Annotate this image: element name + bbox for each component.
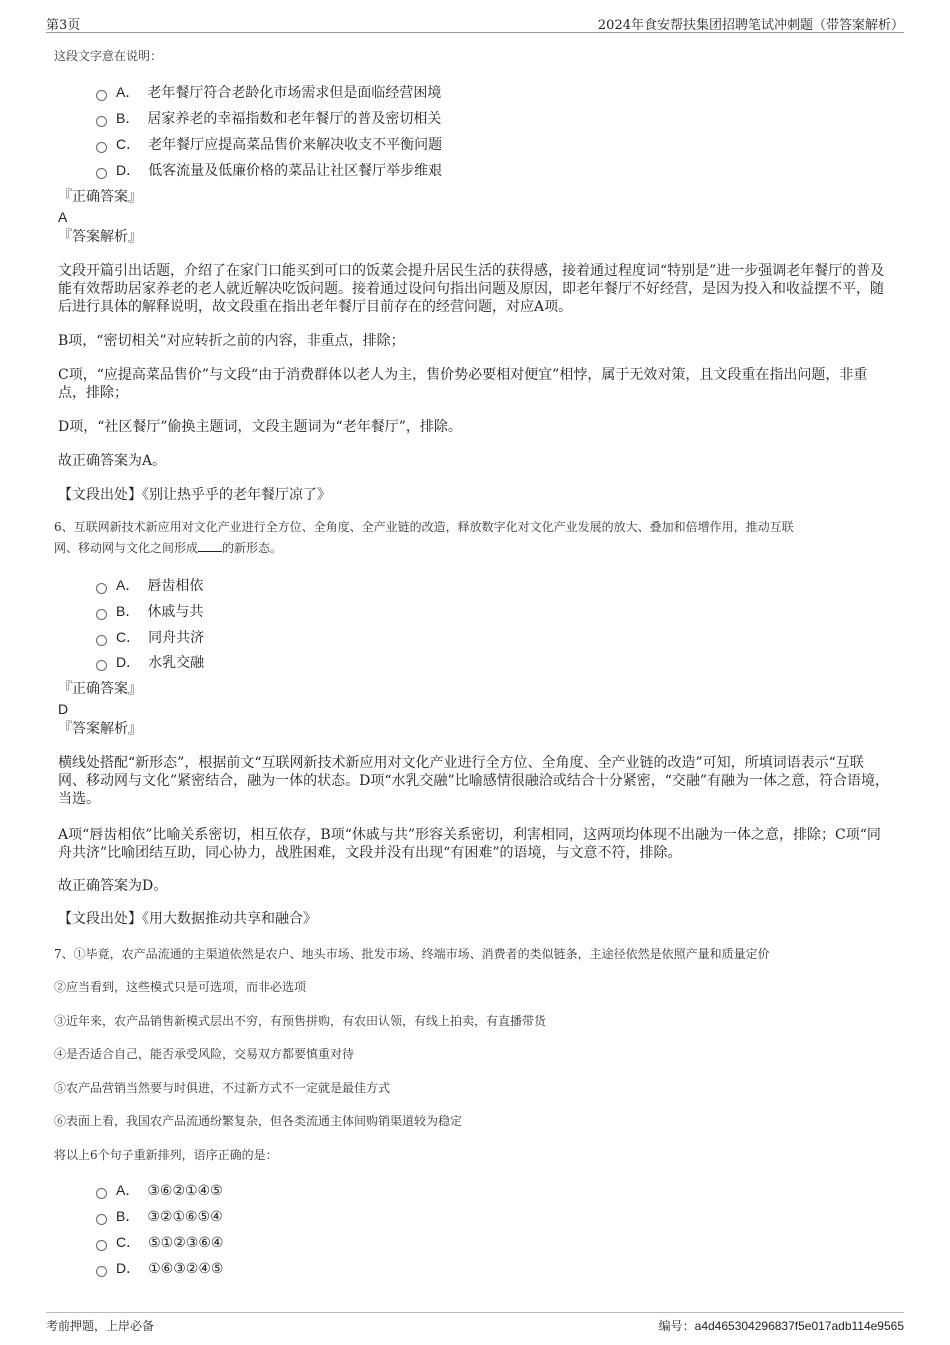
q7-sentence-4: ④是否适合自己，能否承受风险，交易双方都要慎重对待 xyxy=(54,1047,355,1061)
radio-icon[interactable] xyxy=(96,635,107,646)
q7-option-b[interactable]: B． ③②①⑥⑤④ xyxy=(96,1206,223,1226)
radio-icon[interactable] xyxy=(96,1214,107,1225)
radio-icon[interactable] xyxy=(96,1188,107,1199)
q7-sentence-2: ②应当看到，这些模式只是可选项，而非必选项 xyxy=(54,980,307,994)
q5-analysis-p4: D项，“社区餐厅”偷换主题词，文段主题词为“老年餐厅”，排除。 xyxy=(58,419,462,435)
q6-analysis-p1: 横线处搭配“新形态”，根据前文“互联网新技术新应用对文化产业进行全方位、全角度、全产业链的改造”可知，所填词语表示“互联网、移动网与文化”紧密结合，融为一体的状态。D项“水乳交融”比喻感情很融洽或结合十分紧密，“交融”有融为一体之意，符合语境，当选。 xyxy=(58,755,890,807)
q5-option-a[interactable]: A． 老年餐厅符合老龄化市场需求但是面临经营困境 xyxy=(96,82,441,102)
q6-analysis-p2: A项“唇齿相依”比喻关系密切，相互依存，B项“休戚与共”形容关系密切，利害相同，这两项均体现不出融为一体之意，排除；C项“同舟共济”比喻团结互助，同心协力，战胜困难，文段并没有出现“有困难”的语境，与文意不符，排除。 xyxy=(58,827,881,861)
q5-stem-tail: 这段文字意在说明： xyxy=(54,49,163,63)
q6-answer: D xyxy=(58,701,69,717)
radio-icon[interactable] xyxy=(96,168,107,179)
q5-option-c[interactable]: C． 老年餐厅应提高菜品售价来解决收支不平衡问题 xyxy=(96,134,442,154)
radio-icon[interactable] xyxy=(96,90,107,101)
fill-blank xyxy=(198,539,222,552)
q7-sentence-5: ⑤农产品营销当然要与时俱进，不过新方式不一定就是最佳方式 xyxy=(54,1081,391,1095)
q5-analysis-p3: C项，“应提高菜品售价”与文段“由于消费群体以老人为主，售价势必要相对便宜”相悖，属于无效对策，且文段重在指出问题，非重点，排除； xyxy=(58,367,868,401)
q5-source: 【文段出处】《别让热乎乎的老年餐厅凉了》 xyxy=(58,487,331,503)
q7-option-d[interactable]: D． ①⑥③②④⑤ xyxy=(96,1258,223,1278)
q7-option-a[interactable]: A． ③⑥②①④⑤ xyxy=(96,1180,223,1200)
q6-option-b[interactable]: B． 休戚与共 xyxy=(96,601,203,621)
q5-option-b[interactable]: B． 居家养老的幸福指数和老年餐厅的普及密切相关 xyxy=(96,108,441,128)
q6-option-d[interactable]: D． 水乳交融 xyxy=(96,652,204,672)
q6-analysis-label: 『答案解析』 xyxy=(58,721,142,737)
page-footer xyxy=(46,1312,904,1337)
page-number: 第3页 xyxy=(46,18,81,33)
q6-source: 【文段出处】《用大数据推动共享和融合》 xyxy=(58,911,317,927)
document-code: 编号：a4d465304296837f5e017adb114e9565 xyxy=(658,1319,904,1333)
radio-icon[interactable] xyxy=(96,1240,107,1251)
q7-sentence-1: 7、①毕竟，农产品流通的主渠道依然是农户、地头市场、批发市场、终端市场、消费者的类似链条，主途径依然是依照产量和质量定价 xyxy=(54,947,770,961)
radio-icon[interactable] xyxy=(96,583,107,594)
q7-option-c[interactable]: C． ⑤①②③⑥④ xyxy=(96,1232,223,1252)
radio-icon[interactable] xyxy=(96,116,107,127)
q5-answer: A xyxy=(58,209,68,225)
radio-icon[interactable] xyxy=(96,142,107,153)
q6-option-c[interactable]: C． 同舟共济 xyxy=(96,627,204,647)
q5-option-d[interactable]: D． 低客流量及低廉价格的菜品让社区餐厅举步维艰 xyxy=(96,160,442,180)
radio-icon[interactable] xyxy=(96,609,107,620)
document-title: 2024年食安帮扶集团招聘笔试冲刺题（带答案解析） xyxy=(597,18,904,33)
q6-answer-label: 『正确答案』 xyxy=(58,681,142,697)
q5-answer-label: 『正确答案』 xyxy=(58,189,142,205)
q6-stem: 6、互联网新技术新应用对文化产业进行全方位、全角度、全产业链的改造，释放数字化对文化产业发展的放大、叠加和倍增作用，推动互联 网、移动网与文化之间形成 的新形态。 xyxy=(54,520,794,555)
q7-sentence-3: ③近年来，农产品销售新模式层出不穷，有预售拼购，有农田认领，有线上拍卖，有直播带货 xyxy=(54,1014,547,1028)
page-header xyxy=(46,12,904,33)
radio-icon[interactable] xyxy=(96,660,107,671)
q7-sentence-6: ⑥表面上看，我国农产品流通纷繁复杂，但各类流通主体间购销渠道较为稳定 xyxy=(54,1114,463,1128)
q6-conclusion: 故正确答案为D。 xyxy=(58,878,168,894)
q5-analysis-p1: 文段开篇引出话题，介绍了在家门口能买到可口的饭菜会提升居民生活的获得感，接着通过程度词“特别是”进一步强调老年餐厅的普及能有效帮助居家养老的老人就近解决吃饭问题。接着通过设问句指出问题及原因，即老年餐厅不好经营，是因为投入和收益摆不平，随后进行具体的解释说明，故文段重在指出老年餐厅目前存在的经营问题，对应A项。 xyxy=(58,263,885,315)
q6-option-a[interactable]: A． 唇齿相依 xyxy=(96,575,203,595)
q5-analysis-label: 『答案解析』 xyxy=(58,229,142,245)
q7-prompt: 将以上6个句子重新排列，语序正确的是： xyxy=(54,1148,278,1162)
radio-icon[interactable] xyxy=(96,1266,107,1277)
q5-analysis-p2: B项，“密切相关”对应转折之前的内容，非重点，排除； xyxy=(58,333,405,349)
q5-conclusion: 故正确答案为A。 xyxy=(58,453,167,469)
footer-slogan: 考前押题，上岸必备 xyxy=(46,1319,155,1333)
